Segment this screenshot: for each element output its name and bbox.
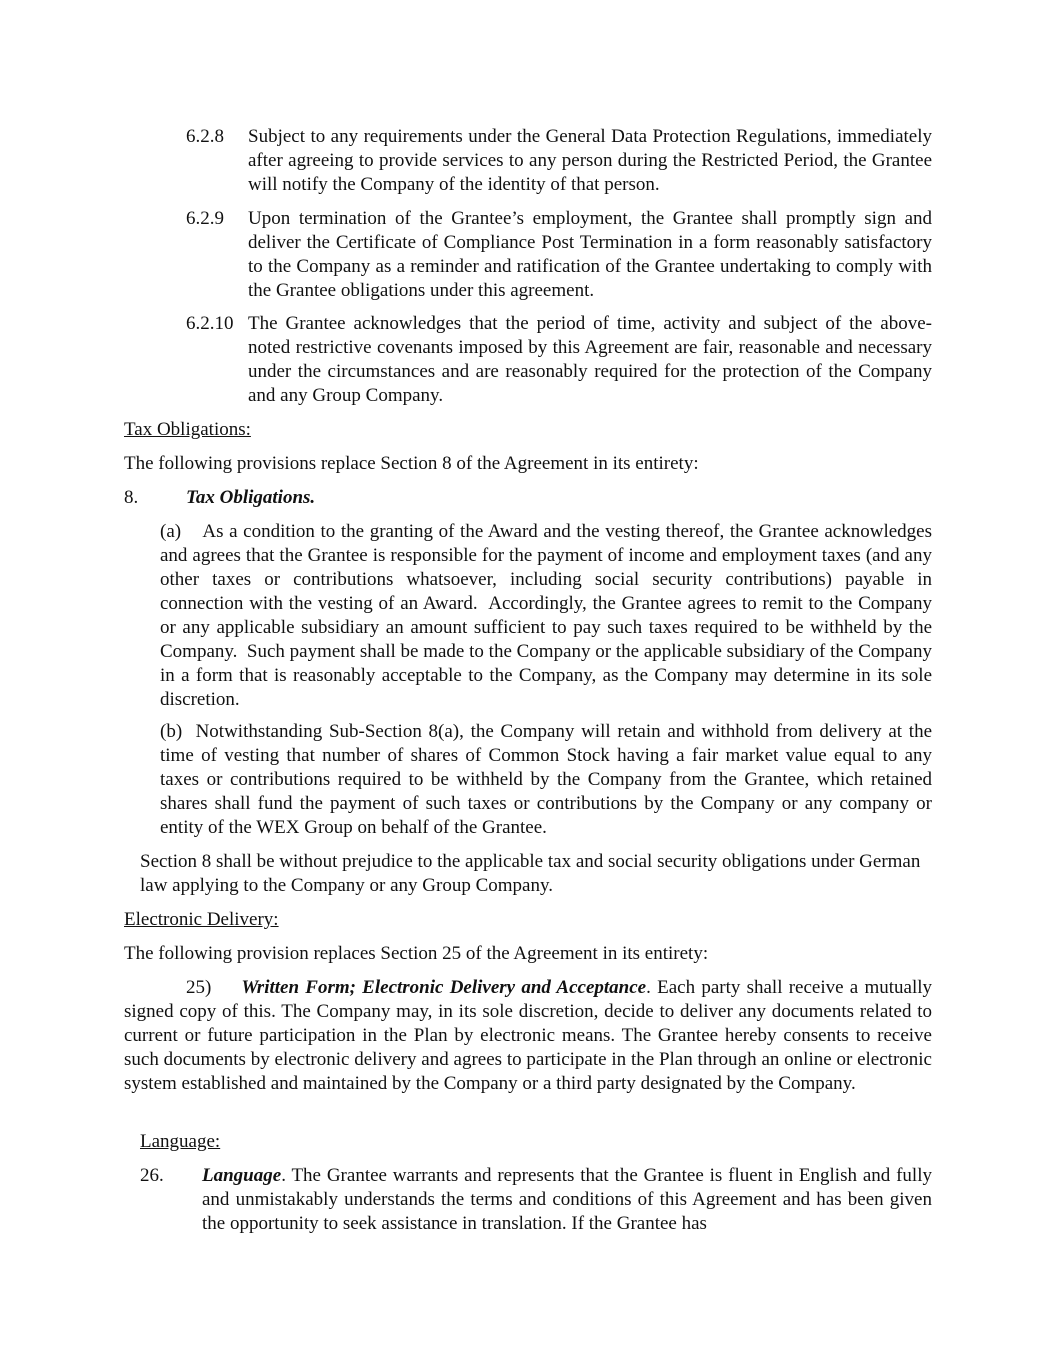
tax-paragraph-a: (a) As a condition to the granting of the Award and the vesting thereof, the Grantee acknowledges and agrees that the Grantee is responsible for the payment of income and employment taxes (and any other taxes or contributions whatsoever, including social security contributions) payable in connection with the vesting of an Award. Accordingly, the Grantee agrees to remit to the Company or any applicable subsidiary an amount sufficient to pay such taxes required to be withheld by the Company. Such payment shall be made to the Company or the applicable subsidiary of the Company in a form that is reasonably acceptable to the Company, as the Company may determine in its sole discretion. [160,521,937,710]
clause-number: 6.2.9 [186,208,224,229]
section-26-title: Language [202,1165,282,1186]
section-26 [140,1164,932,1236]
clause-text: The Grantee acknowledges that the period of time, activity and subject of the above-noted restrictive covenants imposed by this Agreement are fair, reasonable and necessary under the circumstances and are reasonably required for the protection of the Company and any Group Company. [248,313,932,406]
clause-6-2-10 [186,312,932,408]
section-25-number: 25) [186,977,212,998]
tax-intro: The following provisions replace Section 8 of the Agreement in its entirety: [124,453,699,474]
clause-6-2-8 [186,125,932,197]
section-25-title: Written Form; Electronic Delivery and Acceptance [241,977,647,998]
tax-paragraph-b: (b) Notwithstanding Sub-Section 8(a), the Company will retain and withhold from delivery at the time of vesting that number of shares of Common Stock having a fair market value equal to any taxes or contributions required to be withheld by the Company from the Grantee, which retained shares shall fund the payment of such taxes or contributions by the Company or any company or entity of the WEX Group on behalf of the Grantee. [160,721,937,838]
section-25 [124,976,932,1096]
clause-number: 6.2.10 [186,313,234,334]
language-heading: Language: [140,1131,221,1152]
clause-number: 6.2.8 [186,126,224,147]
clause-text: Subject to any requirements under the General Data Protection Regulations, immediately after agreeing to provide services to any person during the Restricted Period, the Grantee will notify the Company of the identity of that person. [248,126,932,195]
clause-text: Upon termination of the Grantee’s employment, the Grantee shall promptly sign and deliver the Certificate of Compliance Post Termination in a form reasonably satisfactory to the Company as a reminder and ratification of the Grantee undertaking to comply with the Grantee obligations under this agreement. [248,208,932,301]
section-26-number: 26. [140,1165,164,1186]
section-8-number: 8. [124,487,139,508]
electronic-intro: The following provision replaces Section 25 of the Agreement in its entirety: [124,943,709,964]
section-25-body: . Each party shall receive a mutually signed copy of this. The Company may, in its sole discretion, decide to deliver any documents related to current or future participation in the Plan by electronic means. The Grantee hereby consents to receive such documents by electronic delivery and agrees to participate in the Plan through an online or electronic system established and maintained by the Company or a third party designated by the Company. [124,977,933,1094]
tax-closing: Section 8 shall be without prejudice to the applicable tax and social security obligations under German law applying to the Company or any Group Company. [140,851,921,896]
section-26-text [202,1164,932,1236]
tax-obligations-heading: Tax Obligations: [124,419,251,440]
electronic-delivery-heading: Electronic Delivery: [124,909,279,930]
section-8-heading [124,486,524,510]
clause-6-2-9 [186,207,932,303]
section-26-body: . The Grantee warrants and represents that the Grantee is fluent in English and fully and unmistakably understands the terms and conditions of this Agreement and has been given the opportunity to seek assistance in translation. If the Grantee has [202,1165,932,1234]
section-8-title: Tax Obligations. [186,487,316,508]
